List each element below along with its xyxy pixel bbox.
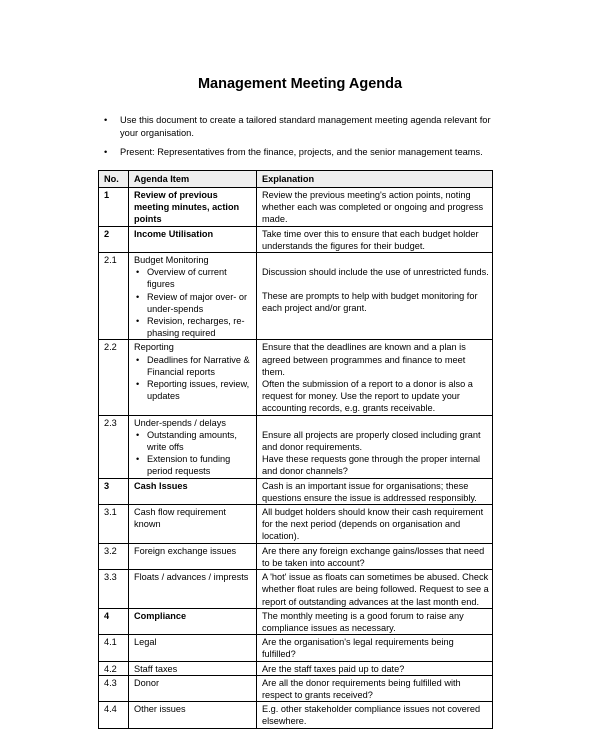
row-item: Income Utilisation (129, 226, 257, 252)
table-row (99, 702, 493, 728)
row-number: 3.2 (99, 543, 129, 569)
row-item: Review of previous meeting minutes, action points (129, 188, 257, 227)
row-sub-items (134, 429, 253, 478)
table-row (99, 543, 493, 569)
row-item: Donor (129, 675, 257, 701)
row-item-heading: Under-spends / delays (134, 417, 226, 428)
row-explanation: Review the previous meeting's action points, noting whether each was completed or ongoing and progress made. (257, 188, 493, 227)
table-row (99, 188, 493, 227)
row-number: 2.1 (99, 253, 129, 340)
row-item: Staff taxes (129, 661, 257, 675)
row-number: 4.4 (99, 702, 129, 728)
intro-bullets (104, 114, 494, 165)
row-explanation: All budget holders should know their cash requirement for the next period (depends on organisation and location). (257, 505, 493, 544)
row-item: Compliance (129, 608, 257, 634)
row-explanation: Are the staff taxes paid up to date? (257, 661, 493, 675)
row-explanation: E.g. other stakeholder compliance issues not covered elsewhere. (257, 702, 493, 728)
table-row (99, 226, 493, 252)
row-explanation: Cash is an important issue for organisations; these questions ensure the issue is addressed responsibly. (257, 478, 493, 504)
intro-bullet: • Present: Representatives from the finance, projects, and the senior management teams. (104, 146, 494, 159)
row-sub-items (134, 354, 253, 403)
table-row (99, 478, 493, 504)
sub-item: • Reporting issues, review, updates (134, 378, 253, 402)
row-explanation (257, 415, 493, 478)
row-explanation: The monthly meeting is a good forum to raise any compliance issues as necessary. (257, 608, 493, 634)
page-title: Management Meeting Agenda (197, 76, 403, 92)
table-row (99, 253, 493, 340)
table-row (99, 505, 493, 544)
row-number: 2.2 (99, 340, 129, 415)
header-no: No. (99, 171, 129, 188)
row-item: Foreign exchange issues (129, 543, 257, 569)
agenda-table (98, 170, 493, 729)
row-number: 3.3 (99, 570, 129, 609)
row-number: 2 (99, 226, 129, 252)
intro-bullet: • Use this document to create a tailored standard management meeting agenda relevant for your organisation. (104, 114, 494, 140)
table-row (99, 661, 493, 675)
explanation-line: Have these requests gone through the proper internal and donor channels? (262, 454, 481, 477)
row-item-heading: Budget Monitoring (134, 255, 209, 266)
row-item (129, 253, 257, 340)
row-explanation: Are all the donor requirements being fulfilled with respect to grants received? (257, 675, 493, 701)
explanation-line: Often the submission of a report to a donor is also a request for money. Use the report to update your accounting records, e.g. grants receivable. (262, 379, 473, 414)
explanation-line: Ensure that the deadlines are known and a plan is agreed between programmes and finance to meet them. (262, 342, 466, 377)
table-row (99, 635, 493, 661)
row-number: 4.3 (99, 675, 129, 701)
row-sub-items (134, 266, 253, 339)
sub-item: • Deadlines for Narrative & Financial reports (134, 354, 253, 378)
row-item-heading: Reporting (134, 342, 174, 353)
table-row (99, 415, 493, 478)
sub-item: • Overview of current figures (134, 266, 253, 290)
row-item: Other issues (129, 702, 257, 728)
row-number: 4.2 (99, 661, 129, 675)
table-row (99, 340, 493, 415)
table-row (99, 675, 493, 701)
explanation-line: These are prompts to help with budget monitoring for each project and/or grant. (262, 291, 478, 314)
explanation-line: Discussion should include the use of unrestricted funds. (262, 267, 489, 278)
header-explanation: Explanation (257, 171, 493, 188)
table-header-row (99, 171, 493, 188)
row-explanation (257, 253, 493, 340)
row-explanation: Take time over this to ensure that each budget holder understands the figures for their budget. (257, 226, 493, 252)
row-explanation: Are there any foreign exchange gains/losses that need to be taken into account? (257, 543, 493, 569)
row-number: 3 (99, 478, 129, 504)
row-number: 4.1 (99, 635, 129, 661)
explanation-line: Ensure all projects are properly closed including grant and donor requirements. (262, 429, 481, 452)
row-number: 1 (99, 188, 129, 227)
row-item (129, 340, 257, 415)
row-item: Cash flow requirement known (129, 505, 257, 544)
table-row (99, 570, 493, 609)
sub-item: • Extension to funding period requests (134, 453, 253, 477)
sub-item: • Review of major over- or under-spends (134, 291, 253, 315)
row-number: 2.3 (99, 415, 129, 478)
header-agenda-item: Agenda Item (129, 171, 257, 188)
row-item (129, 415, 257, 478)
row-explanation: A 'hot' issue as floats can sometimes be abused. Check whether float rules are being followed. Request to see a report of outstanding advances at the last month end. (257, 570, 493, 609)
row-number: 3.1 (99, 505, 129, 544)
table-row (99, 608, 493, 634)
row-item: Cash Issues (129, 478, 257, 504)
sub-item: • Outstanding amounts, write offs (134, 429, 253, 453)
row-item: Floats / advances / imprests (129, 570, 257, 609)
row-explanation (257, 340, 493, 415)
sub-item: • Revision, recharges, re-phasing required (134, 315, 253, 339)
row-item: Legal (129, 635, 257, 661)
row-explanation: Are the organisation's legal requirements being fulfilled? (257, 635, 493, 661)
row-number: 4 (99, 608, 129, 634)
